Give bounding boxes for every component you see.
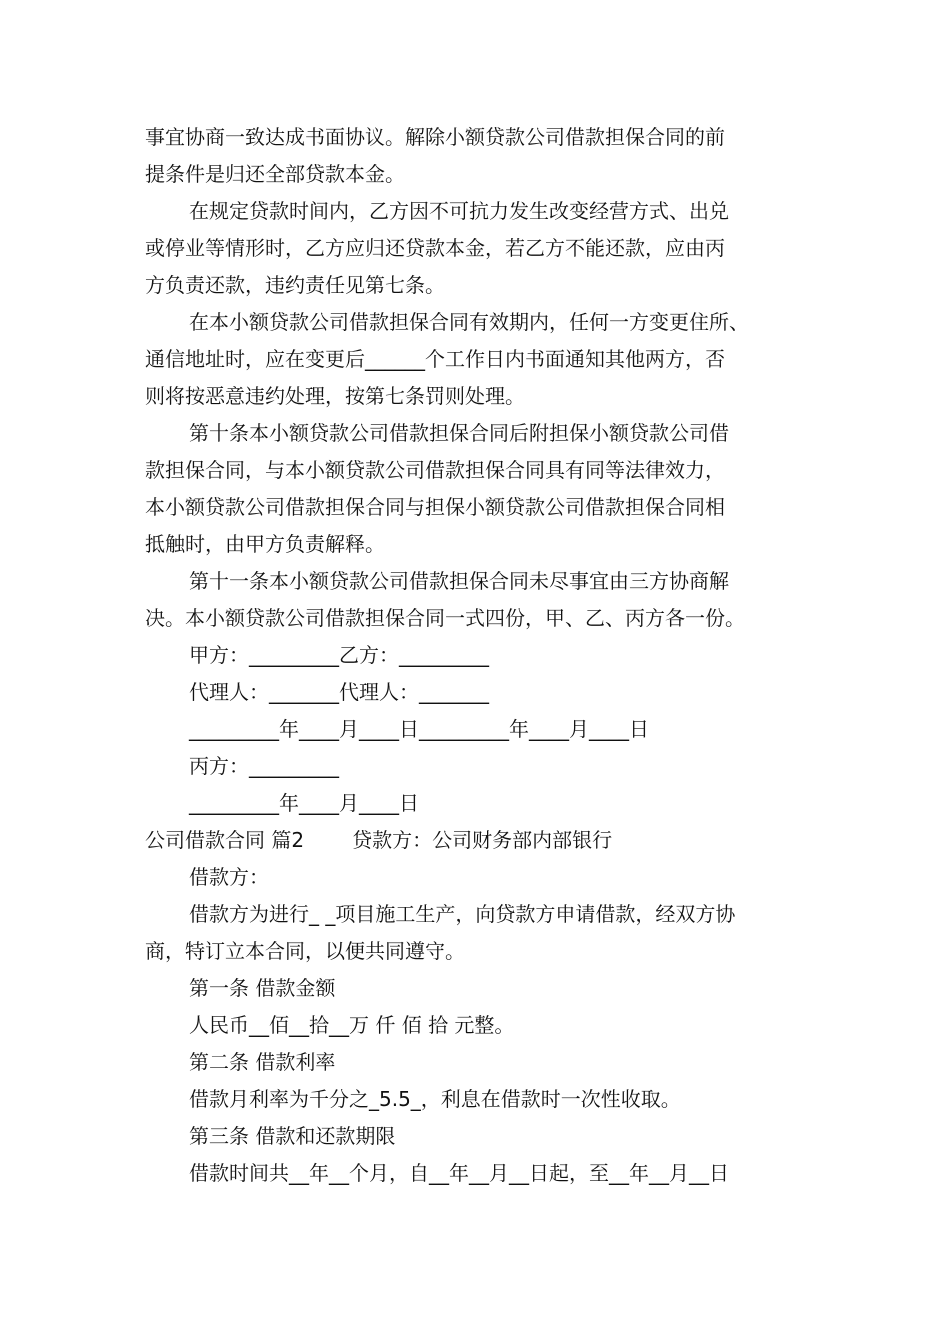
section-heading: 公司借款合同 篇2 (145, 828, 305, 852)
signature-line: 代理人：_______代理人：_______ (189, 680, 489, 704)
paragraph-line: 第十条本小额贷款公司借款担保合同后附担保小额贷款公司借 (189, 421, 729, 445)
section-heading-line (145, 822, 810, 859)
paragraph-line: 在本小额贷款公司借款担保合同有效期内，任何一方变更住所、 (189, 310, 749, 334)
paragraph-line: 事宜协商一致达成书面协议。解除小额贷款公司借款担保合同的前 (145, 125, 725, 149)
clause-heading: 第一条 借款金额 (189, 976, 336, 1000)
paragraph-line: 借款方： (189, 865, 269, 889)
paragraph-line: 本小额贷款公司借款担保合同与担保小额贷款公司借款担保合同相 (145, 495, 725, 519)
paragraph-line: 决。本小额贷款公司借款担保合同一式四份，甲、乙、丙方各一份。 (145, 606, 745, 630)
signature-line: 丙方：_________ (189, 754, 339, 778)
lender-line: 贷款方：公司财务部内部银行 (352, 828, 613, 852)
clause-heading: 第三条 借款和还款期限 (189, 1124, 396, 1148)
paragraph-line: 第十一条本小额贷款公司借款担保合同未尽事宜由三方协商解 (189, 569, 729, 593)
paragraph-line: 则将按恶意违约处理，按第七条罚则处理。 (145, 384, 525, 408)
paragraph-line: 借款方为进行_ _项目施工生产，向贷款方申请借款，经双方协 (189, 902, 736, 926)
paragraph-line: 款担保合同，与本小额贷款公司借款担保合同具有同等法律效力， (145, 458, 725, 482)
paragraph-line: 通信地址时，应在变更后______个工作日内书面通知其他两方，否 (145, 347, 725, 371)
paragraph-line: 借款时间共__年__个月，自__年__月__日起，至__年__月__日 (189, 1161, 729, 1185)
paragraph-line: 或停业等情形时，乙方应归还贷款本金，若乙方不能还款，应由丙 (145, 236, 725, 260)
clause-heading: 第二条 借款利率 (189, 1050, 336, 1074)
paragraph-line: 人民币__佰__拾__万 仟 佰 拾 元整。 (189, 1013, 515, 1037)
paragraph-line: 抵触时，由甲方负责解释。 (145, 532, 385, 556)
document-body (145, 119, 810, 1192)
paragraph-line: 方负责还款，违约责任见第七条。 (145, 273, 445, 297)
date-line: _________年____月____日_________年____月____日 (189, 717, 649, 741)
paragraph-line: 借款月利率为千分之_5.5_，利息在借款时一次性收取。 (189, 1087, 681, 1111)
paragraph-line: 提条件是归还全部贷款本金。 (145, 162, 405, 186)
paragraph-line: 商，特订立本合同，以便共同遵守。 (145, 939, 465, 963)
date-line: _________年____月____日 (189, 791, 419, 815)
signature-line: 甲方：_________乙方：_________ (189, 643, 489, 667)
paragraph-line: 在规定贷款时间内，乙方因不可抗力发生改变经营方式、出兑 (189, 199, 729, 223)
